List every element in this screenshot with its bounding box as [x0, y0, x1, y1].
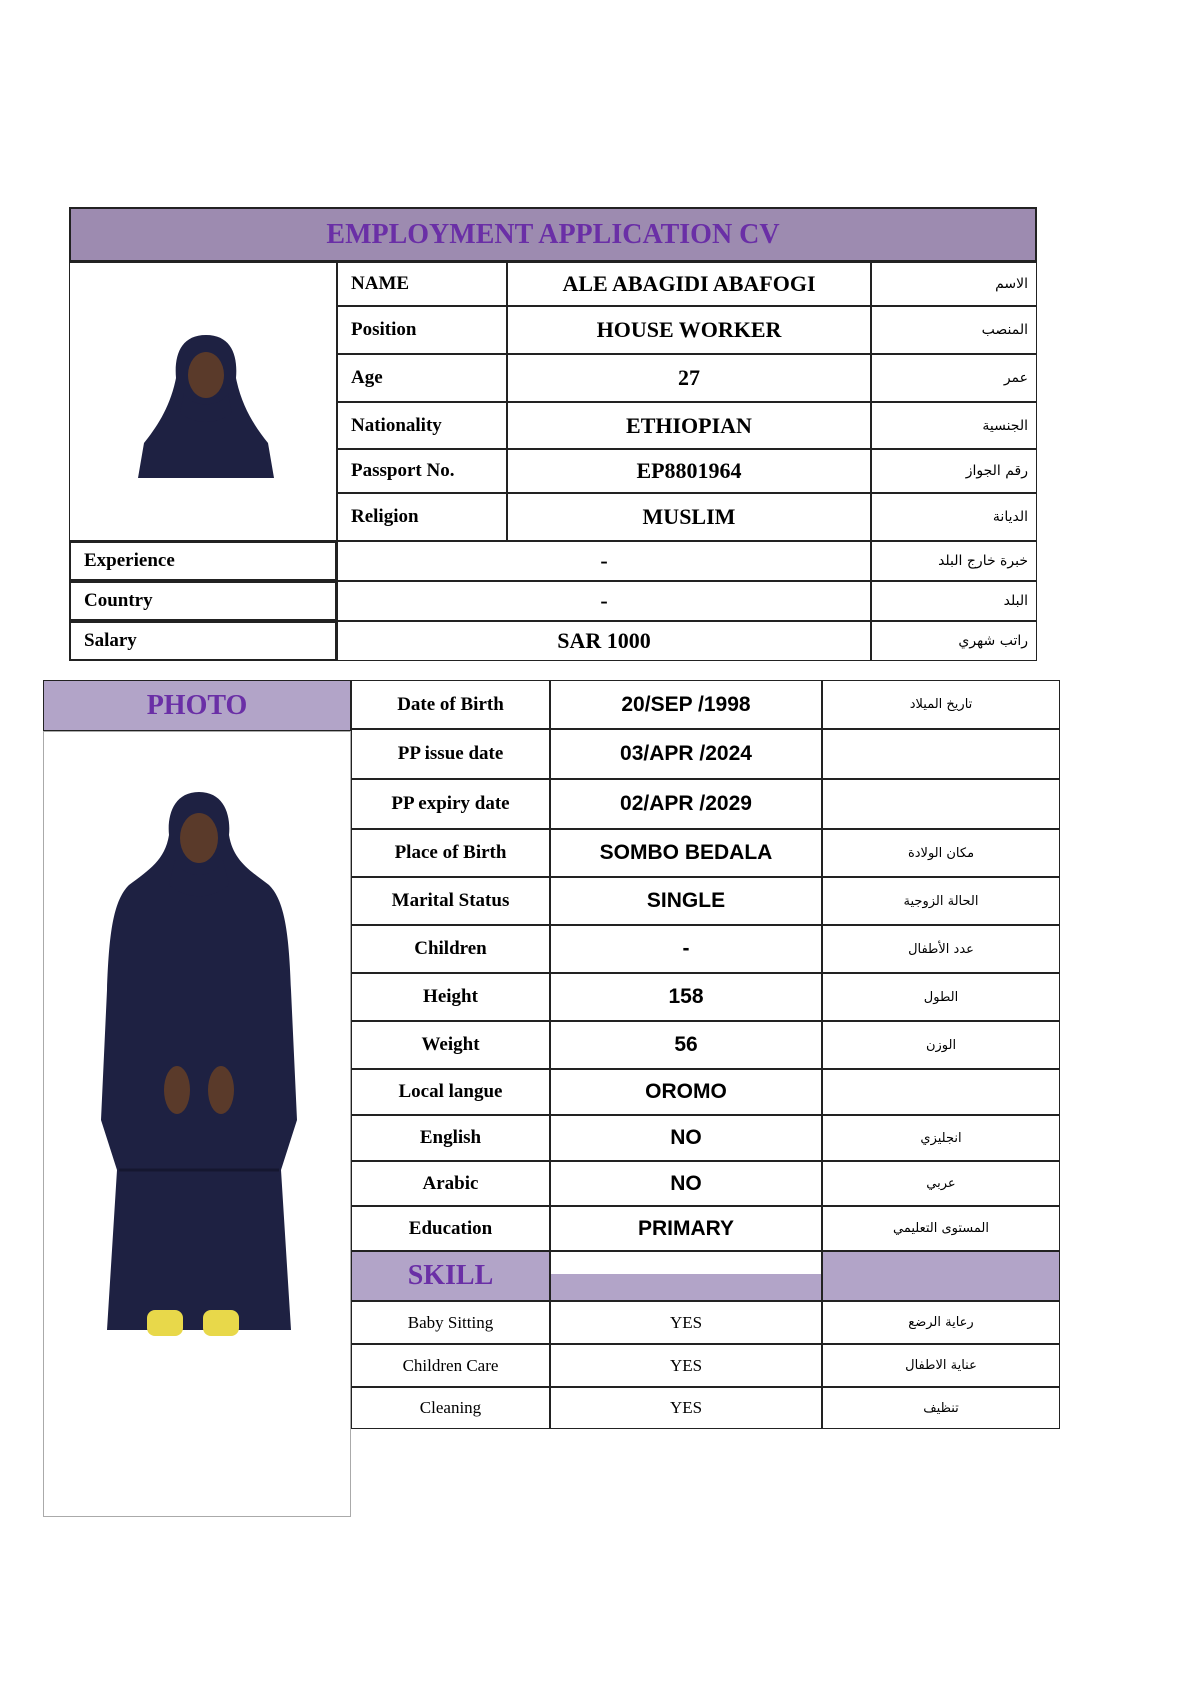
- value-nationality: ETHIOPIAN: [507, 402, 871, 449]
- label-salary: Salary: [69, 621, 337, 661]
- label-age: Age: [337, 354, 507, 402]
- arabic-pp-issue: [822, 729, 1060, 779]
- skill-arabic-cleaning: تنظيف: [822, 1387, 1060, 1429]
- arabic-salary: راتب شهري: [871, 621, 1037, 661]
- label-country: Country: [69, 581, 337, 621]
- arabic-education: المستوى التعليمي: [822, 1206, 1060, 1251]
- cv-title: EMPLOYMENT APPLICATION CV: [326, 218, 780, 250]
- label-position: Position: [337, 306, 507, 354]
- skill-label-children-care: Children Care: [351, 1344, 550, 1387]
- photo-panel-title: PHOTO: [43, 680, 351, 731]
- skill-header-blank: [550, 1251, 822, 1301]
- value-place-of-birth: SOMBO BEDALA: [550, 829, 822, 877]
- label-marital-status: Marital Status: [351, 877, 550, 925]
- skill-arabic-baby-sitting: رعاية الرضع: [822, 1301, 1060, 1344]
- arabic-place-of-birth: مكان الولادة: [822, 829, 1060, 877]
- arabic-pp-expiry: [822, 779, 1060, 829]
- label-pp-expiry: PP expiry date: [351, 779, 550, 829]
- value-pp-issue: 03/APR /2024: [550, 729, 822, 779]
- arabic-country: البلد: [871, 581, 1037, 621]
- label-experience: Experience: [69, 541, 337, 581]
- value-age: 27: [507, 354, 871, 402]
- value-country: -: [337, 581, 871, 621]
- value-dob: 20/SEP /1998: [550, 680, 822, 729]
- arabic-name: الاسم: [871, 262, 1037, 306]
- value-arabic: NO: [550, 1161, 822, 1206]
- skill-title: SKILL: [351, 1251, 550, 1301]
- arabic-position: المنصب: [871, 306, 1037, 354]
- value-english: NO: [550, 1115, 822, 1161]
- arabic-age: عمر: [871, 354, 1037, 402]
- value-experience: -: [337, 541, 871, 581]
- portrait-photo: [136, 333, 276, 478]
- value-salary: SAR 1000: [337, 621, 871, 661]
- label-religion: Religion: [337, 493, 507, 541]
- label-height: Height: [351, 973, 550, 1021]
- value-marital-status: SINGLE: [550, 877, 822, 925]
- label-arabic: Arabic: [351, 1161, 550, 1206]
- arabic-arabic: عربي: [822, 1161, 1060, 1206]
- arabic-height: الطول: [822, 973, 1060, 1021]
- value-name: ALE ABAGIDI ABAFOGI: [507, 262, 871, 306]
- label-education: Education: [351, 1206, 550, 1251]
- arabic-dob: تاريخ الميلاد: [822, 680, 1060, 729]
- skill-arabic-children-care: عناية الاطفال: [822, 1344, 1060, 1387]
- value-weight: 56: [550, 1021, 822, 1069]
- label-local-language: Local langue: [351, 1069, 550, 1115]
- value-religion: MUSLIM: [507, 493, 871, 541]
- label-english: English: [351, 1115, 550, 1161]
- value-height: 158: [550, 973, 822, 1021]
- label-place-of-birth: Place of Birth: [351, 829, 550, 877]
- label-nationality: Nationality: [337, 402, 507, 449]
- label-name: NAME: [337, 262, 507, 306]
- skill-value-baby-sitting: YES: [550, 1301, 822, 1344]
- skill-header-arabic-blank: [822, 1251, 1060, 1301]
- skill-label-cleaning: Cleaning: [351, 1387, 550, 1429]
- arabic-english: انجليزي: [822, 1115, 1060, 1161]
- full-body-photo: [99, 790, 299, 1340]
- label-passport: Passport No.: [337, 449, 507, 493]
- label-weight: Weight: [351, 1021, 550, 1069]
- arabic-children: عدد الأطفال: [822, 925, 1060, 973]
- label-dob: Date of Birth: [351, 680, 550, 729]
- value-position: HOUSE WORKER: [507, 306, 871, 354]
- arabic-marital-status: الحالة الزوجية: [822, 877, 1060, 925]
- arabic-experience: خبرة خارج البلد: [871, 541, 1037, 581]
- arabic-religion: الديانة: [871, 493, 1037, 541]
- label-pp-issue: PP issue date: [351, 729, 550, 779]
- value-passport: EP8801964: [507, 449, 871, 493]
- arabic-passport: رقم الجواز: [871, 449, 1037, 493]
- cv-title-bar: [69, 207, 1037, 262]
- full-photo-cell: [43, 731, 351, 1517]
- arabic-weight: الوزن: [822, 1021, 1060, 1069]
- value-pp-expiry: 02/APR /2029: [550, 779, 822, 829]
- arabic-local-language: [822, 1069, 1060, 1115]
- skill-value-children-care: YES: [550, 1344, 822, 1387]
- portrait-cell: [69, 262, 337, 541]
- label-children: Children: [351, 925, 550, 973]
- arabic-nationality: الجنسية: [871, 402, 1037, 449]
- value-local-language: OROMO: [550, 1069, 822, 1115]
- value-education: PRIMARY: [550, 1206, 822, 1251]
- cv-summary-table: [69, 207, 1037, 661]
- skill-value-cleaning: YES: [550, 1387, 822, 1429]
- skill-label-baby-sitting: Baby Sitting: [351, 1301, 550, 1344]
- value-children: -: [550, 925, 822, 973]
